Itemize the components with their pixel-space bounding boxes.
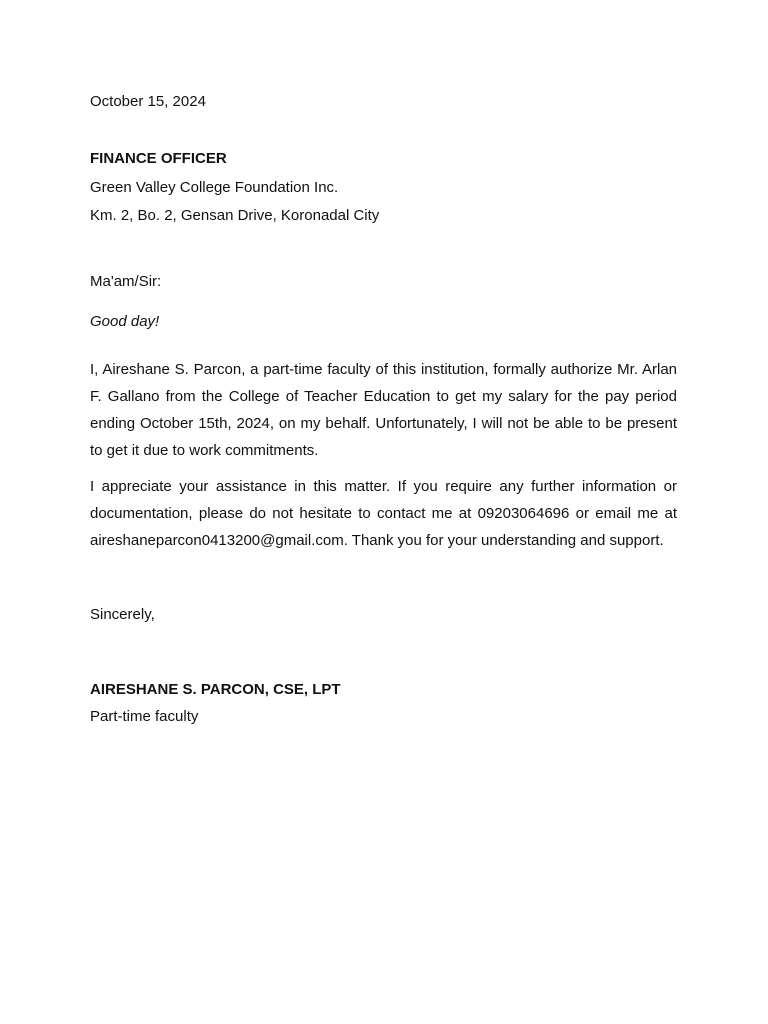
closing: Sincerely, [90,606,155,623]
body-paragraph-1: I, Aireshane S. Parcon, a part-time faculty of this institution, formally authorize Mr. Arlan F. Gallano from the College of Teacher Education to get my salary for the pay period ending October 15th, 2024, on my behalf. Unfortunately, I will not be able to be present to get it due to work commitments. [90,361,677,459]
recipient-address: Km. 2, Bo. 2, Gensan Drive, Koronadal City [90,207,380,224]
greeting: Good day! [90,313,160,330]
signatory-position: Part-time faculty [90,708,199,725]
body-paragraph-2: I appreciate your assistance in this matter. If you require any further information or documentation, please do not hesitate to contact me at 09203064696 or email me at aireshaneparcon0413200@gmail.com. Thank you for your understanding and support. [90,478,677,549]
letter-date: October 15, 2024 [90,93,206,110]
salutation: Ma'am/Sir: [90,273,162,290]
recipient-organization: Green Valley College Foundation Inc. [90,179,339,196]
signatory-name: AIRESHANE S. PARCON, CSE, LPT [90,681,341,698]
recipient-title: FINANCE OFFICER [90,150,227,167]
